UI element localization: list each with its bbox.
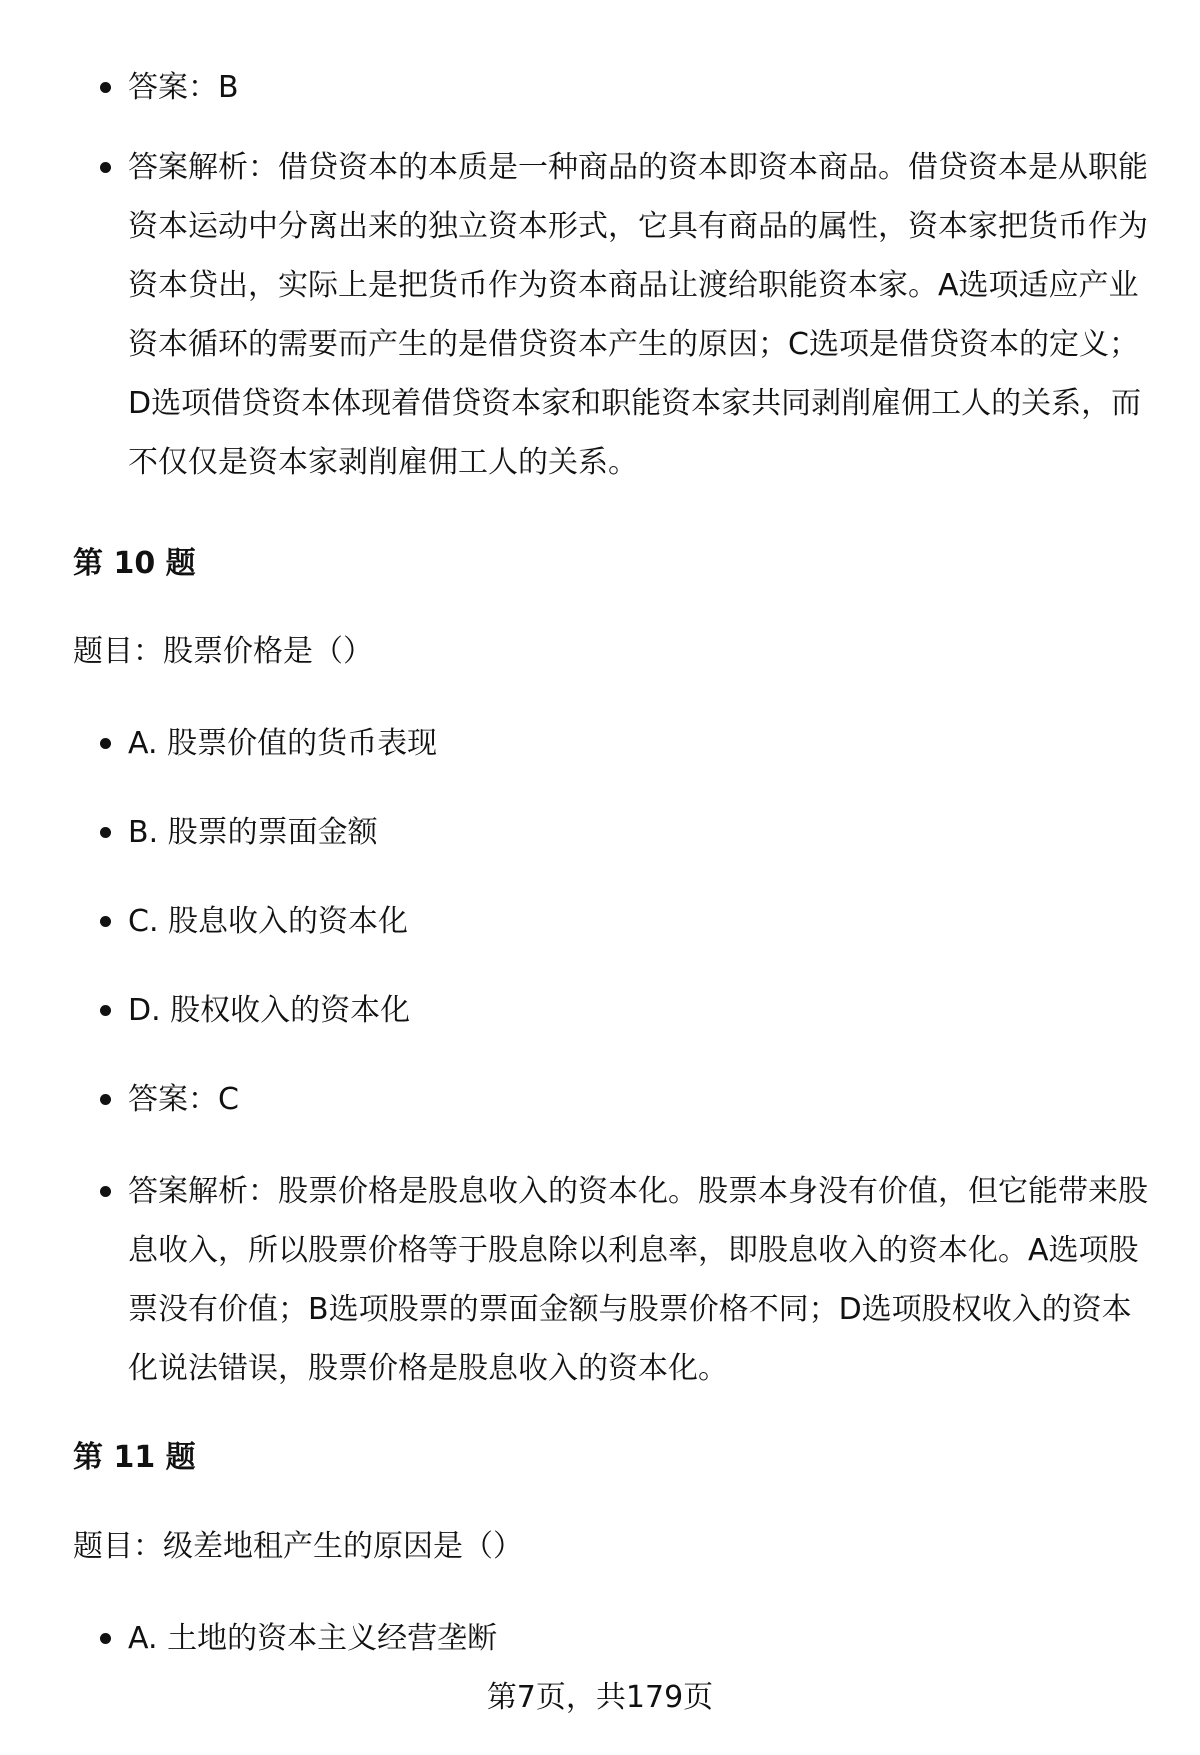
q10-stem: 题目：股票价格是（）	[73, 634, 373, 669]
q11-heading: 第 11 题	[73, 1440, 196, 1475]
q10-heading: 第 10 题	[73, 546, 196, 581]
page-number: 第7页，共179页	[486, 1680, 714, 1715]
q10-answer: 答案：C	[128, 1070, 1158, 1129]
q11-stem: 题目：级差地租产生的原因是（）	[73, 1529, 523, 1564]
q9-explanation: 答案解析：借贷资本的本质是一种商品的资本即资本商品。借贷资本是从职能资本运动中分离出来的独立资本形式，它具有商品的属性，资本家把货币作为资本贷出，实际上是把货币作为资本商品让渡给职能资本家。A选项适应产业资本循环的需要而产生的是借贷资本产生的原因；C选项是借贷资本的定义；D选项借贷资本体现着借贷资本家和职能资本家共同剥削雇佣工人的关系，而不仅仅是资本家剥削雇佣工人的关系。	[128, 138, 1158, 492]
q10-option-d: D. 股权收入的资本化	[128, 981, 1158, 1040]
q9-answer: 答案：B	[128, 58, 1158, 117]
q10-option-b: B. 股票的票面金额	[128, 803, 1158, 862]
q10-option-a: A. 股票价值的货币表现	[128, 714, 1158, 773]
q10-option-c: C. 股息收入的资本化	[128, 892, 1158, 951]
q11-option-a: A. 土地的资本主义经营垄断	[128, 1609, 1158, 1668]
q10-explanation: 答案解析：股票价格是股息收入的资本化。股票本身没有价值，但它能带来股息收入，所以股票价格等于股息除以利息率，即股息收入的资本化。A选项股票没有价值；B选项股票的票面金额与股票价格不同；D选项股权收入的资本化说法错误，股票价格是股息收入的资本化。	[128, 1162, 1158, 1398]
